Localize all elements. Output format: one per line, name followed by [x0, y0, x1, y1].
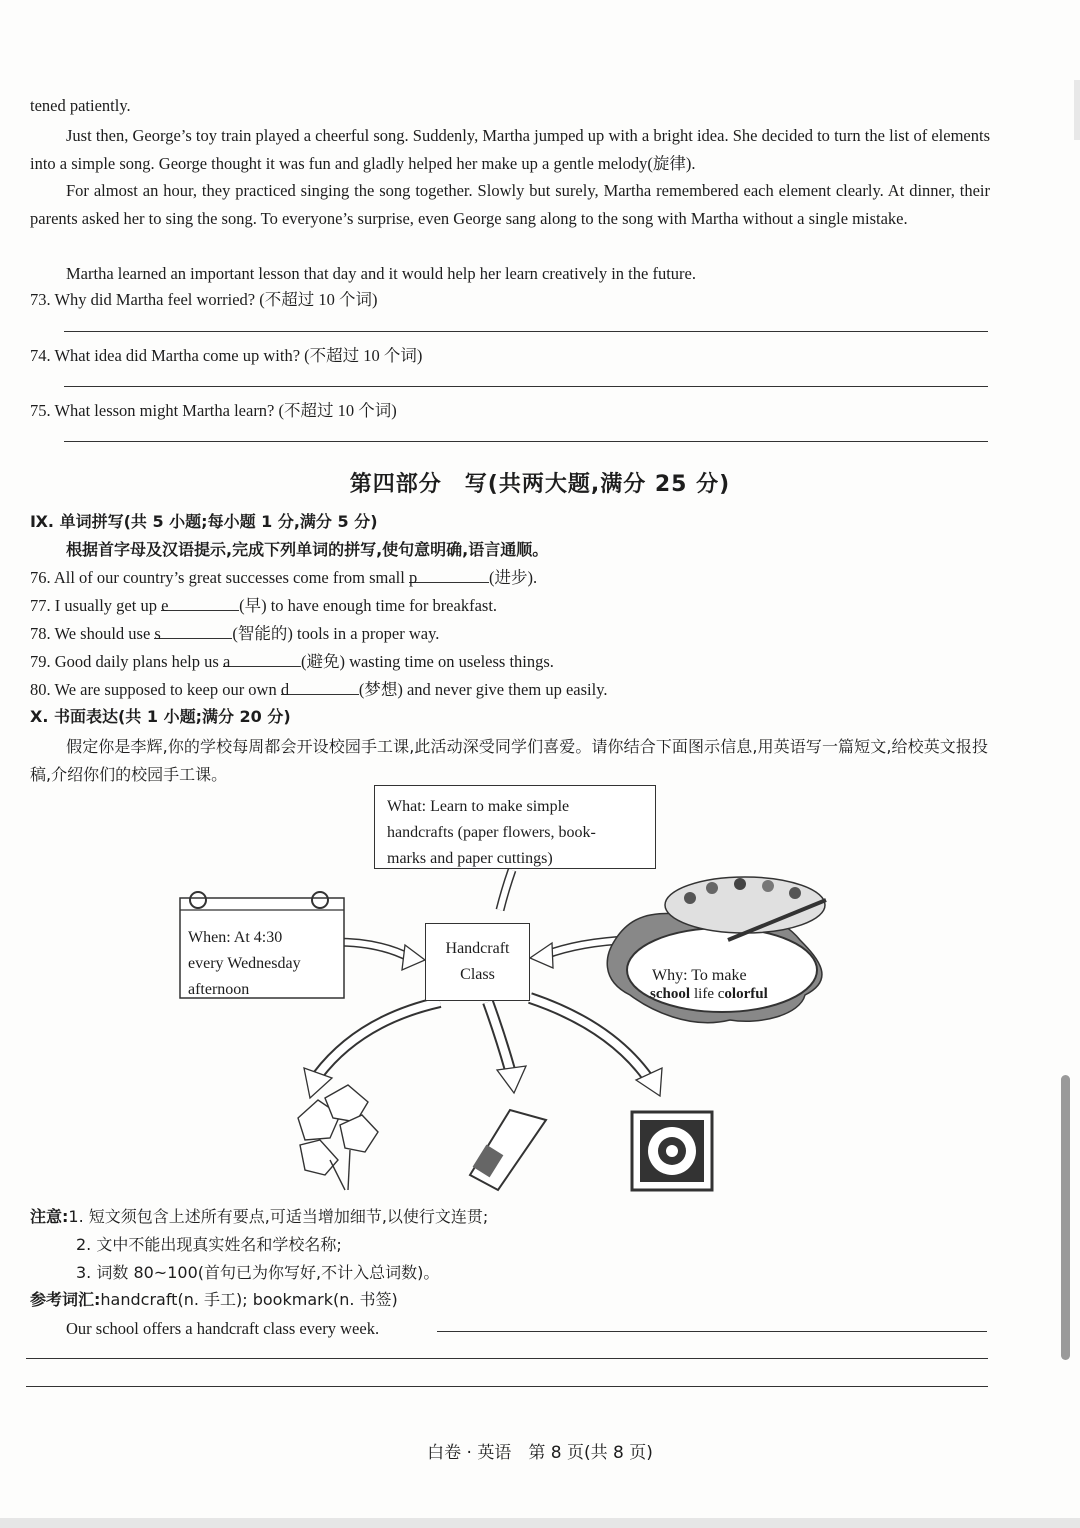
writing-line-1[interactable]: [437, 1331, 987, 1332]
bookmark-icon: [470, 1110, 546, 1190]
first-sentence: Our school offers a handcraft class every week.: [66, 1319, 380, 1338]
blank-79[interactable]: a: [223, 652, 301, 667]
when-line-2: every Wednesday: [188, 955, 301, 972]
answer-line-74[interactable]: [64, 386, 988, 387]
blank-80[interactable]: d: [281, 680, 359, 695]
part-9-instruction: 根据首字母及汉语提示,完成下列单词的拼写,使句意明确,语言通顺。: [66, 540, 549, 559]
scrollbar-thumb[interactable]: [1061, 1075, 1070, 1360]
note-3: 3. 词数 80~100(首句已为你写好,不计入总词数)。: [76, 1263, 440, 1282]
blank-76[interactable]: p: [409, 568, 489, 583]
writing-line-2[interactable]: [26, 1358, 988, 1359]
answer-line-73[interactable]: [64, 331, 988, 332]
note-2: 2. 文中不能出现真实姓名和学校名称;: [76, 1235, 342, 1254]
bottom-strip: [0, 1518, 1080, 1528]
vocab: 参考词汇:handcraft(n. 手工); bookmark(n. 书签): [30, 1290, 398, 1309]
spelling-item-80: 80. We are supposed to keep our own d (梦想) and never give them up easily.: [30, 680, 608, 699]
when-text: [188, 925, 301, 1003]
spelling-item-76: 76. All of our country’s great successes come from small p (进步).: [30, 568, 538, 587]
answer-line-75[interactable]: [64, 441, 988, 442]
arrow-center-to-flowers: [318, 1002, 440, 1075]
spelling-item-77: 77. I usually get up e (早) to have enough time for breakfast.: [30, 596, 498, 615]
what-box: [374, 785, 656, 869]
why-text-line-2: [650, 983, 768, 1005]
question-75: 75. What lesson might Martha learn? (不超过 10 个词): [30, 401, 397, 420]
part-10-title: Ⅹ. 书面表达(共 1 小题;满分 20 分): [30, 707, 291, 726]
part-9-title: Ⅸ. 单词拼写(共 5 小题;每小题 1 分,满分 5 分): [30, 512, 378, 531]
page-footer: 白卷 · 英语 第 8 页(共 8 页): [427, 1443, 653, 1463]
paper-flowers-icon: [298, 1085, 378, 1190]
spelling-item-79: 79. Good daily plans help us a (避免) wasting time on useless things.: [30, 652, 554, 671]
part-10-prompt: 假定你是李辉,你的学校每周都会开设校园手工课,此活动深受同学们喜爱。请你结合下面图示信息,用英语写一篇短文,给校英文报投稿,介绍你们的校园手工课。: [30, 737, 988, 784]
paper-cutting-icon: [632, 1112, 712, 1190]
note-1: 注意:1. 短文须包含上述所有要点,可适当增加细节,以使行文连贯;: [30, 1207, 489, 1226]
what-line-2: handcrafts (paper flowers, book-: [387, 824, 596, 841]
what-line-3: marks and paper cuttings): [387, 850, 553, 867]
section-4-title: 第四部分 写(共两大题,满分 25 分): [349, 472, 731, 497]
vocab-label: 参考词汇:: [30, 1290, 101, 1309]
what-line-1: What: Learn to make simple: [387, 798, 570, 815]
top-scroll-track: [1074, 80, 1080, 140]
arrow-center-to-papercut: [530, 998, 648, 1078]
why-word-life: life c: [694, 986, 725, 1002]
passage-paragraph-3: Martha learned an important lesson that day and it would help her learn creatively in the future.: [66, 264, 696, 283]
center-line-1: Handcraft: [445, 940, 510, 957]
blank-77[interactable]: e: [161, 596, 239, 611]
question-74: 74. What idea did Martha come up with? (不超过 10 个词): [30, 346, 423, 365]
why-line-1: Why: To make: [652, 967, 747, 984]
spelling-item-78: 78. We should use s (智能的) tools in a proper way.: [30, 624, 440, 643]
passage-paragraph-2: For almost an hour, they practiced singing the song together. Slowly but surely, Martha remembered each element clearly. At dinner, their parents asked her to sing the song. To everyone’s surprise, even George sang along to the song with Martha without a single mistake.: [30, 181, 990, 228]
center-handcraft-class-box: [425, 923, 530, 1001]
passage-fragment: tened patiently.: [30, 96, 131, 115]
blank-78[interactable]: s: [154, 624, 232, 639]
when-line-1: When: At 4:30: [188, 929, 283, 946]
center-line-2: Class: [460, 966, 495, 983]
writing-line-3[interactable]: [26, 1386, 988, 1387]
why-word-school: school: [650, 986, 691, 1002]
question-73: 73. Why did Martha feel worried? (不超过 10 个词): [30, 290, 378, 309]
why-word-colorful: olorful: [724, 986, 768, 1002]
when-line-3: afternoon: [188, 981, 250, 998]
notes-label: 注意:: [30, 1207, 69, 1226]
passage-paragraph-1: Just then, George’s toy train played a cheerful song. Suddenly, Martha jumped up with a bright idea. She decided to turn the list of elements into a simple song. George thought it was fun and gladly helped her make up a gentle melody(旋律).: [30, 126, 990, 173]
